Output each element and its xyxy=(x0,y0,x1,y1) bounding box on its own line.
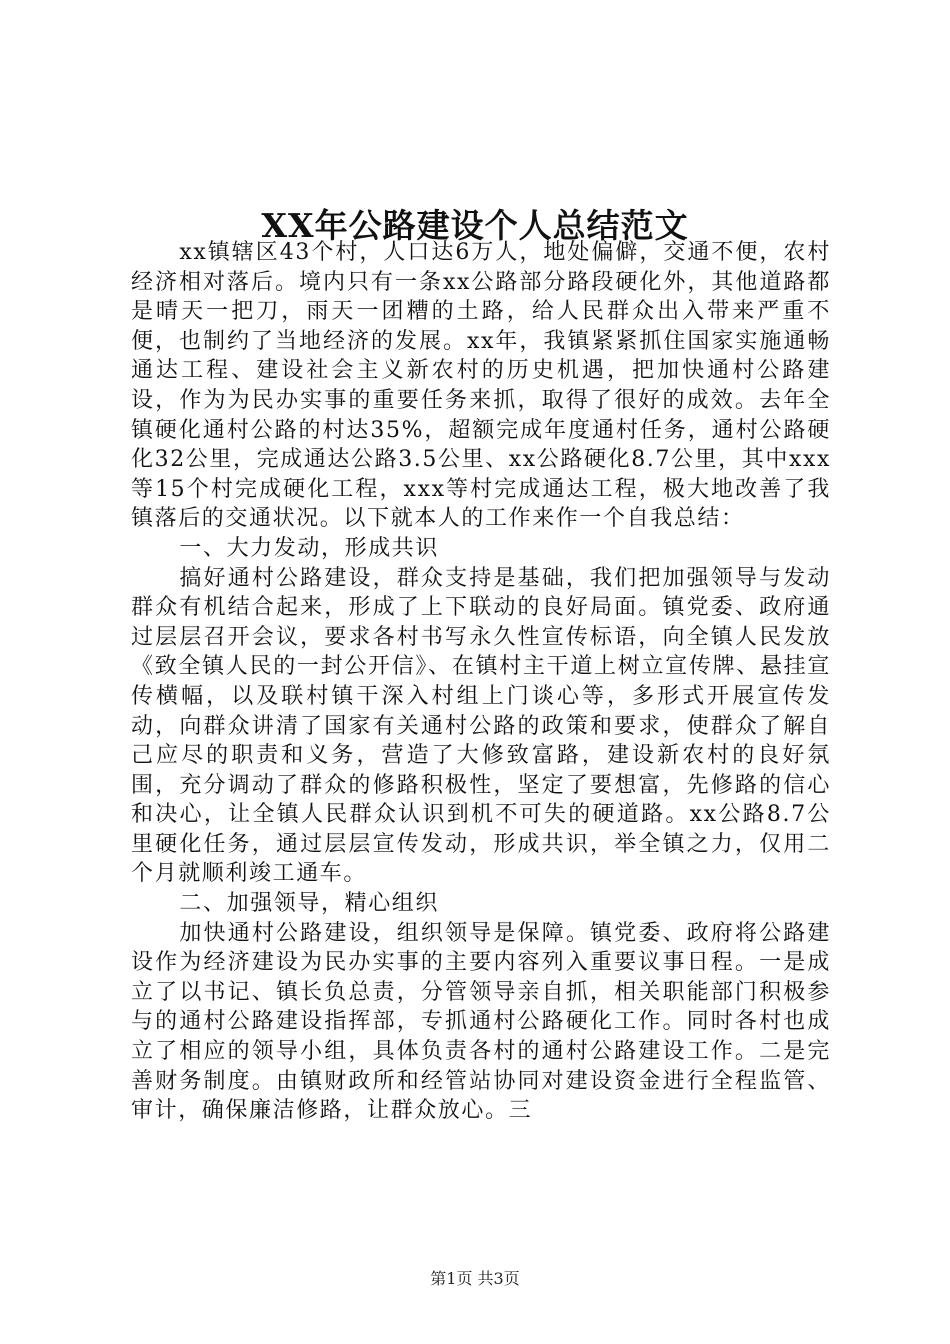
document-title: XX年公路建设个人总结范文 xyxy=(261,206,689,246)
page-number-footer: 第1页 共3页 xyxy=(430,1269,520,1288)
paragraph-section-1: 搞好通村公路建设，群众支持是基础，我们把加强领导与发动群众有机结合起来，形成了上下联动的良好局面。镇党委、政府通过层层召开会议，要求各村书写永久性宣传标语，向全镇人民发放《致全镇人民的一封公开信》、在镇村主干道上树立宣传牌、悬挂宣传横幅，以及联村镇干深入村组上门谈心等，多形式开展宣传发动，向群众讲清了国家有关通村公路的政策和要求，使群众了解自己应尽的职责和义务，营造了大修致富路，建设新农村的良好氛围，充分调动了群众的修路积极性，坚定了要想富，先修路的信心和决心，让全镇人民群众认识到机不可失的硬道路。xx公路8.7公里硬化任务，通过层层宣传发动，形成共识，举全镇之力，仅用二个月就顺利竣工通车。 xyxy=(131,565,831,887)
section-heading-1: 一、大力发动，形成共识 xyxy=(179,535,439,561)
paragraph-intro: xx镇辖区43个村，人口达6万人，地处偏僻，交通不便，农村经济相对落后。境内只有一条xx公路部分路段硬化外，其他道路都是晴天一把刀，雨天一团糟的土路，给人民群众出入带来严重不便，也制约了当地经济的发展。xx年，我镇紧紧抓住国家实施通畅通达工程、建设社会主义新农村的历史机遇，把加快通村公路建设，作为为民办实事的重要任务来抓，取得了很好的成效。去年全镇硬化通村公路的村达35%，超额完成年度通村任务，通村公路硬化32公里，完成通达公路3.5公里、xx公路硬化8.7公里，其中xxx等15个村完成硬化工程，xxx等村完成通达工程，极大地改善了我镇落后的交通状况。以下就本人的工作来作一个自我总结： xyxy=(131,240,832,532)
section-heading-2: 二、加强领导，精心组织 xyxy=(179,891,439,917)
paragraph-section-2: 加快通村公路建设，组织领导是保障。镇党委、政府将公路建设作为经济建设为民办实事的主要内容列入重要议事日程。一是成立了以书记、镇长负总责，分管领导亲自抓，相关职能部门积极参与的通村公路建设指挥部，专抓通村公路硬化工作。同时各村也成立了相应的领导小组，具体负责各村的通村公路建设工作。二是完善财务制度。由镇财政所和经管站协同对建设资金进行全程监管、审计，确保廉洁修路，让群众放心。三 xyxy=(131,920,831,1124)
document-body xyxy=(131,238,831,1126)
